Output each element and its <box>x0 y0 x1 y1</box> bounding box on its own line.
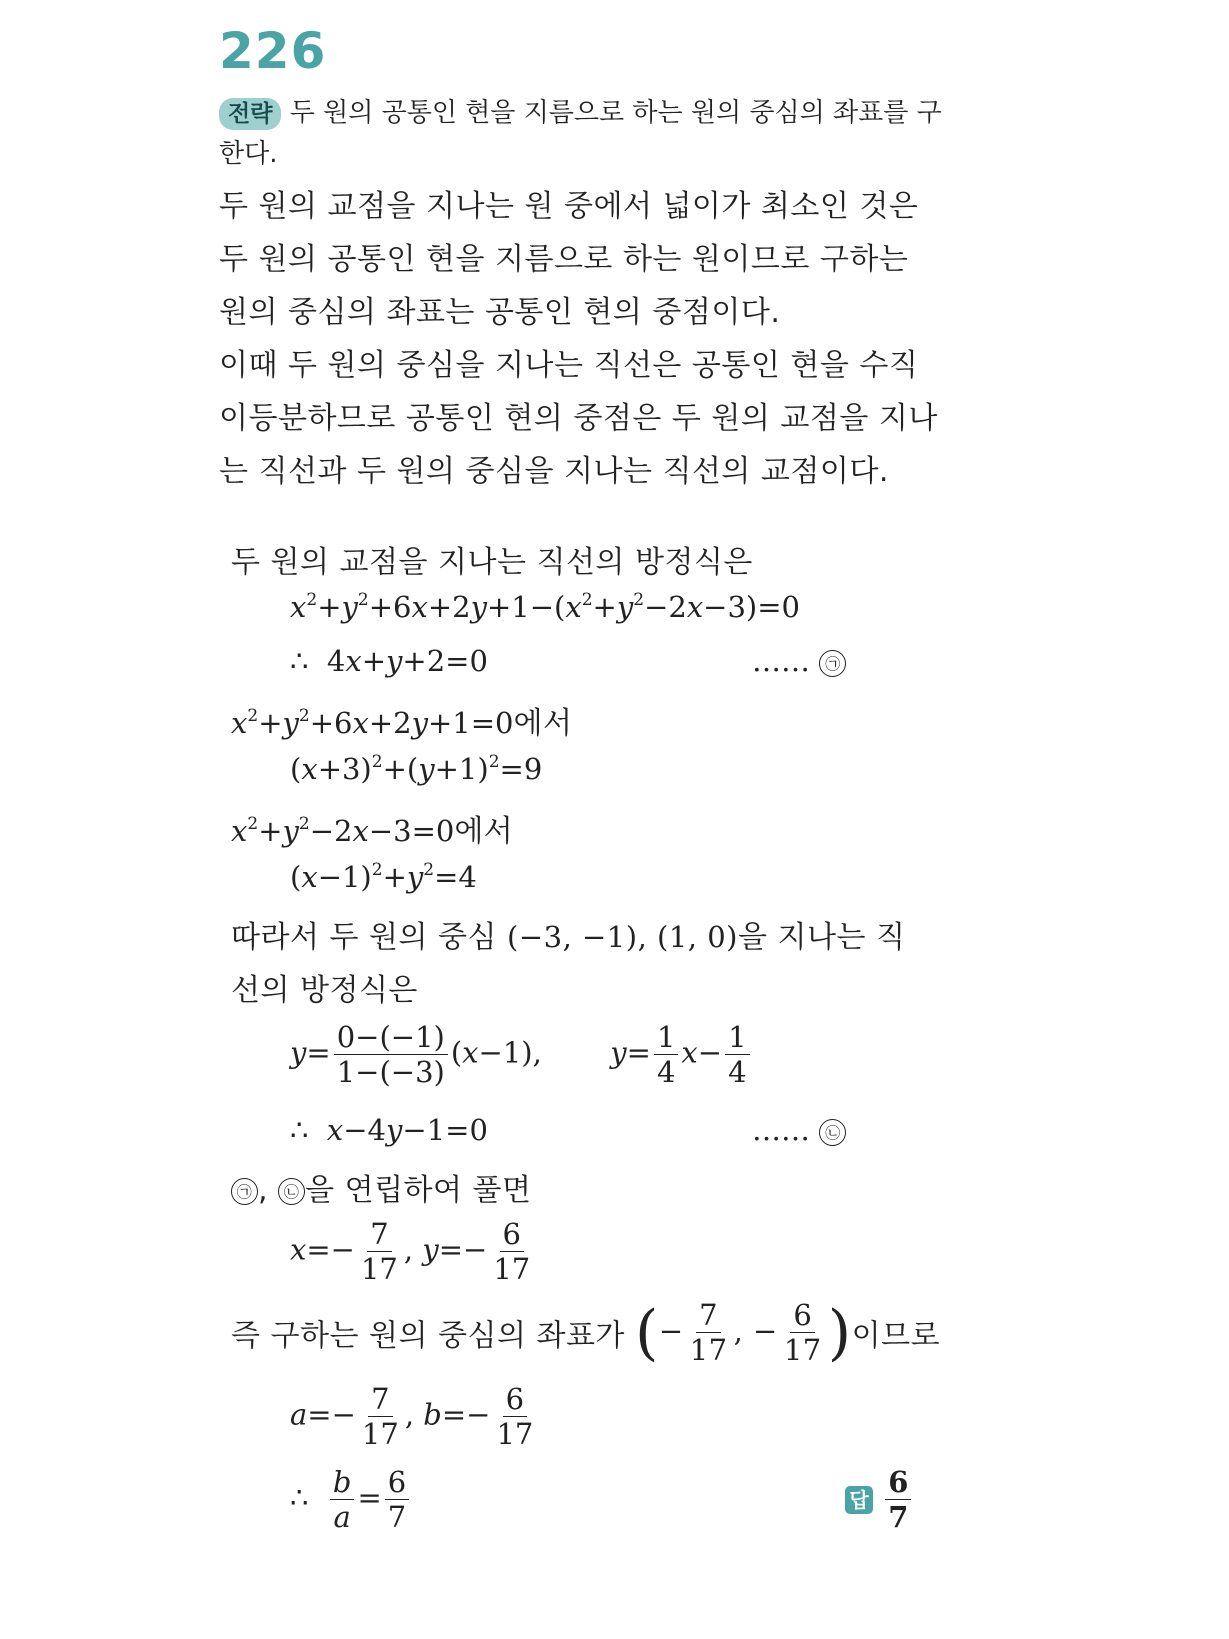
explanation-line-5: 이등분하므로 공통인 현의 중점은 두 원의 교점을 지나 <box>219 401 938 436</box>
center-text: 즉 구하는 원의 중심의 좌표가 <box>231 1318 625 1354</box>
circled-label-2: ㉡ <box>819 1119 846 1146</box>
dots-2: …… <box>752 1113 810 1147</box>
strategy-line-2: 한다. <box>219 139 278 169</box>
circled-label-1: ㉠ <box>819 650 846 677</box>
solution-xy: x=− $\frac{7}{17}$ , y=− $\frac{6}{17}$ <box>290 1217 531 1286</box>
explanation-line-2: 두 원의 공통인 현을 지름으로 하는 원이므로 구하는 <box>219 242 909 277</box>
equation-subtract: $x^2+y^2+6x+2y+1-(x^2+y^2-2x-3)=0$ <box>290 590 800 624</box>
explanation-line-6: 는 직선과 두 원의 중심을 지나는 직선의 교점이다. <box>219 454 889 489</box>
centers-text-b: 을 지나는 직 <box>737 920 906 955</box>
centers-line-1: 따라서 두 원의 중심 (−3, −1), (1, 0)을 지나는 직 <box>231 920 906 955</box>
line-through-centers: y= $\frac{0-(-1)}{1-(-3)}$ (x−1), y= $\frac{1}{4}$ x− $\frac{1}{4}$ <box>290 1022 753 1087</box>
solve-line: ㉠ , ㉡ 을 연립하여 풀면 <box>231 1165 532 1209</box>
solve-text: 을 연립하여 풀면 <box>305 1173 532 1208</box>
center-text-end: 이므로 <box>851 1318 941 1354</box>
centers-line-2: 선의 방정식은 <box>231 973 418 1008</box>
answer-denominator: 7 <box>888 1500 909 1534</box>
answer-tag: 답 <box>845 1486 873 1514</box>
centers-text-a: 따라서 두 원의 중심 <box>231 920 497 955</box>
explanation-line-3: 원의 중심의 좌표는 공통인 현의 중점이다. <box>219 295 781 330</box>
final-ratio: ∴ $\frac{b}{a}$ = $\frac{6}{7}$ <box>290 1467 412 1532</box>
circle-2-standard: $(x-1)^2+y^2=4$ <box>290 860 477 894</box>
strategy-line-1 <box>219 92 942 130</box>
text-eseo-1: 에서 <box>513 706 573 741</box>
problem-number: 226 <box>219 22 327 80</box>
answer <box>845 1467 914 1532</box>
equation-line-1: ∴ 4x+y+2=0 <box>290 644 488 678</box>
answer-numerator: 6 <box>885 1467 911 1500</box>
explanation-line-4: 이때 두 원의 중심을 지나는 직선은 공통인 현을 수직 <box>219 348 919 383</box>
equation-line-2: ∴ x−4y−1=0 <box>290 1113 488 1147</box>
explanation-line-1: 두 원의 교점을 지나는 원 중에서 넓이가 최소인 것은 <box>219 189 919 224</box>
circle-1-standard: $(x+3)^2+(y+1)^2=9$ <box>290 752 543 786</box>
equation-label-1 <box>752 644 846 678</box>
circled-ref-2: ㉡ <box>278 1178 305 1205</box>
strategy-tag: 전략 <box>219 98 281 130</box>
equation-label-2 <box>752 1113 846 1147</box>
circle-1-equation: $x^2+y^2+6x+2y+1=0$에서 <box>231 706 573 741</box>
ab-values: a=− $\frac{7}{17}$ , b=− $\frac{6}{17}$ <box>290 1382 534 1451</box>
circle-2-equation: $x^2+y^2-2x-3=0$에서 <box>231 814 514 849</box>
center-line: 즉 구하는 원의 중심의 좌표가 (− $\frac{7}{17}$ , − $\frac{6}{17}$ )이므로 <box>231 1297 941 1368</box>
solution-intro: 두 원의 교점을 지나는 직선의 방정식은 <box>231 545 753 580</box>
dots: …… <box>752 644 810 678</box>
strategy-text-1: 두 원의 공통인 현을 지름으로 하는 원의 중심의 좌표를 구 <box>289 98 942 128</box>
circled-ref-1: ㉠ <box>231 1178 258 1205</box>
text-eseo-2: 에서 <box>454 814 514 849</box>
